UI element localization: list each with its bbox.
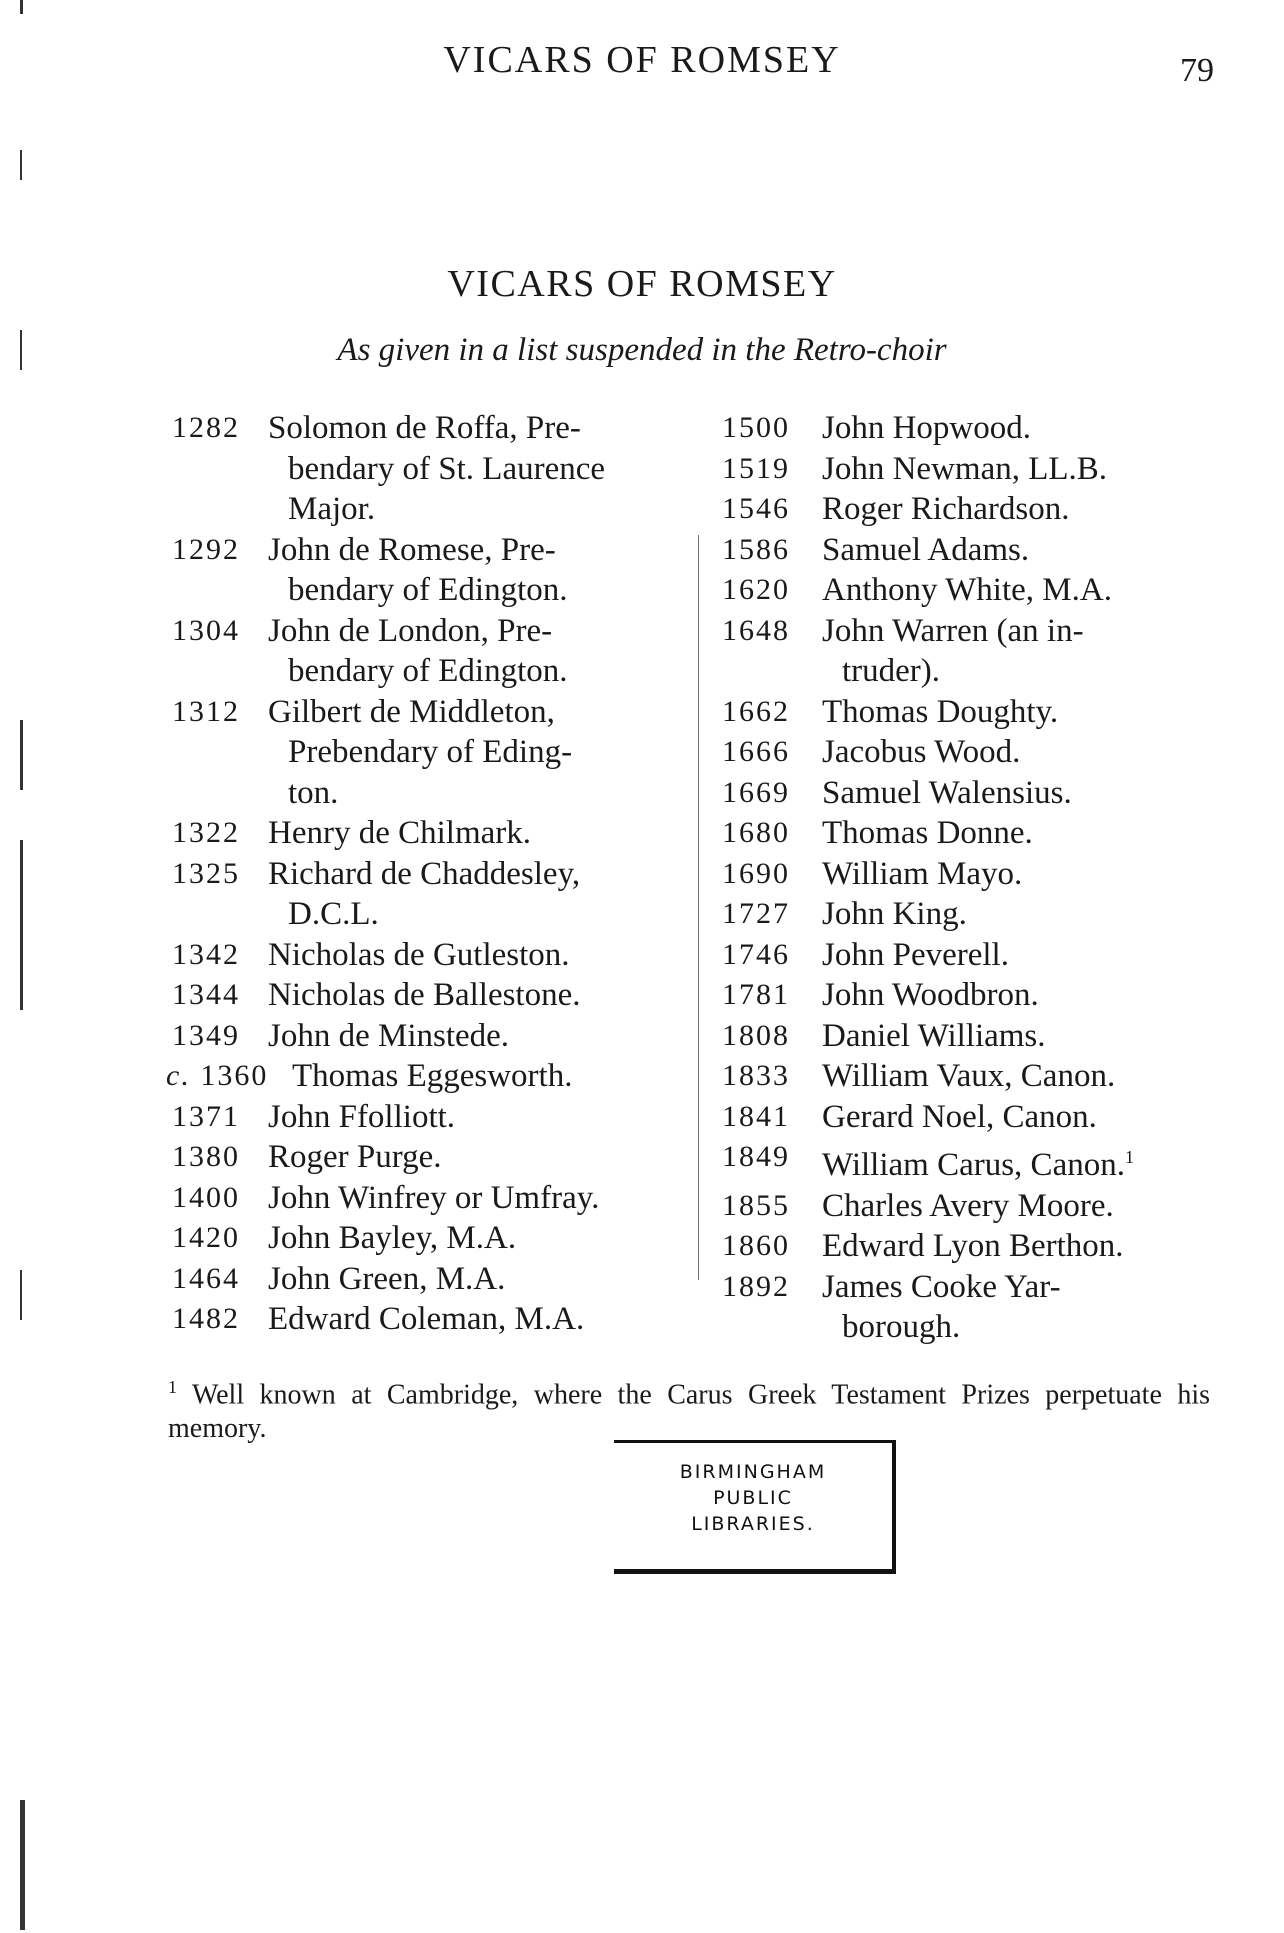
vicar-name-line: Major.	[288, 491, 376, 527]
page-number: 79	[1180, 52, 1214, 89]
vicar-name-line: Thomas Eggesworth.	[292, 1058, 573, 1094]
vicar-name	[822, 449, 1212, 490]
vicar-year	[722, 894, 822, 935]
vicar-name-line: Nicholas de Ballestone.	[268, 977, 581, 1013]
vicar-name-line: John Green, M.A.	[268, 1260, 506, 1297]
vicar-entry	[172, 1097, 678, 1138]
vicar-year	[172, 1016, 268, 1057]
vicar-entry	[172, 408, 678, 530]
vicar-name	[822, 813, 1212, 854]
vicar-name	[268, 611, 678, 692]
vicar-entry	[172, 1016, 678, 1057]
vicar-entry	[722, 935, 1212, 976]
vicar-name	[268, 935, 678, 976]
year-value: 1648	[722, 613, 790, 647]
vicar-name-line: Gilbert de Middleton,	[268, 693, 555, 730]
stamp-line-1: BIRMINGHAM	[679, 1461, 827, 1483]
vicar-year	[172, 408, 268, 530]
vicar-name-line: bendary of St. Laurence	[288, 450, 606, 487]
vicar-name-line: John de London, Pre-	[268, 612, 553, 649]
year-value: 1620	[722, 573, 790, 606]
vicar-name-line: borough.	[842, 1309, 961, 1345]
vicar-year	[166, 1056, 292, 1097]
year-value: 1360	[200, 1059, 269, 1092]
vicar-name	[268, 975, 678, 1016]
vicar-entry	[172, 530, 678, 611]
year-value: 1833	[722, 1059, 790, 1092]
vicar-year	[172, 1137, 268, 1178]
year-value: 1860	[722, 1229, 790, 1262]
vicar-entry	[722, 611, 1212, 692]
footnote-text: Well known at Cambridge, where the Carus Greek Testament Prizes perpetuate his memory.	[168, 1379, 1210, 1445]
vicar-name	[822, 1186, 1212, 1227]
year-value: 1304	[172, 613, 240, 647]
vicar-entry	[722, 692, 1212, 733]
vicar-year	[722, 975, 822, 1016]
vicar-year	[172, 975, 268, 1016]
vicar-name-line: Richard de Chaddesley,	[268, 855, 581, 892]
library-stamp	[614, 1440, 896, 1574]
stamp-line-2: PUBLIC	[713, 1487, 793, 1509]
vicar-year	[172, 813, 268, 854]
vicar-year	[722, 570, 822, 611]
vicar-name-line: bendary of Edington.	[288, 653, 568, 689]
vicar-name-wrap	[822, 1137, 1212, 1186]
year-value: 1727	[722, 897, 790, 930]
vicar-name-line: John King.	[822, 896, 967, 932]
year-value: 1322	[172, 816, 240, 849]
vicar-name	[268, 530, 678, 611]
section-subtitle: As given in a list suspended in the Retro-choir	[337, 332, 947, 368]
year-value: 1400	[172, 1180, 240, 1214]
vicar-year	[172, 1178, 268, 1219]
vicar-entry	[722, 975, 1212, 1016]
year-value: 1342	[172, 937, 240, 971]
vicar-year	[722, 1016, 822, 1057]
vicar-entry	[172, 854, 678, 935]
vicar-entry	[722, 1097, 1212, 1138]
vicar-name-line: John de Minstede.	[268, 1017, 510, 1054]
year-value: 1680	[722, 816, 790, 849]
vicar-name-line: John Peverell.	[822, 936, 1009, 973]
vicar-entry	[722, 1137, 1212, 1186]
vicar-entry	[722, 854, 1212, 895]
vicar-entry	[172, 1218, 678, 1259]
running-head: VICARS OF ROMSEY	[443, 39, 841, 81]
vicar-entry	[722, 732, 1212, 773]
vicar-name-line: Samuel Walensius.	[822, 774, 1072, 811]
vicar-name-line: Roger Richardson.	[822, 491, 1070, 527]
vicar-name	[268, 408, 678, 530]
vicar-entry	[722, 1186, 1212, 1227]
vicar-name-line: John de Romese, Pre-	[268, 531, 556, 568]
vicar-name-line: Gerard Noel, Canon.	[822, 1098, 1097, 1135]
vicar-year	[722, 1267, 822, 1348]
vicar-name-line: Henry de Chilmark.	[268, 815, 532, 851]
year-value: 1464	[172, 1261, 240, 1295]
vicar-year	[172, 854, 268, 935]
vicar-name-line: bendary of Edington.	[288, 572, 568, 608]
footnote-marker: 1	[168, 1377, 177, 1397]
vicar-name	[822, 611, 1212, 692]
vicar-name	[822, 1097, 1212, 1138]
vicar-name	[268, 1178, 678, 1219]
vicar-name-line: John Bayley, M.A.	[268, 1220, 517, 1256]
vicar-name-line: ton.	[288, 774, 339, 811]
vicar-year	[172, 1299, 268, 1340]
vicar-name	[822, 530, 1212, 571]
vicar-name-line: John Warren (an in-	[822, 612, 1084, 649]
vicar-name-line: Prebendary of Eding-	[288, 734, 573, 770]
year-value: 1349	[172, 1018, 240, 1052]
vicar-entry	[722, 449, 1212, 490]
vicar-entry	[172, 1178, 678, 1219]
vicar-name	[822, 773, 1212, 814]
vicar-entry	[722, 408, 1212, 449]
vicar-name	[268, 1259, 678, 1300]
vicar-name	[268, 1137, 678, 1178]
vicar-entry	[722, 1267, 1212, 1348]
vicar-name	[822, 732, 1212, 773]
vicar-entry	[722, 570, 1212, 611]
vicar-name-line: Samuel Adams.	[822, 531, 1030, 568]
vicar-name	[822, 975, 1212, 1016]
year-value: 1892	[722, 1269, 790, 1303]
year-value: 1312	[172, 694, 240, 728]
vicar-entry	[722, 813, 1212, 854]
year-prefix: c.	[166, 1059, 191, 1092]
vicar-name	[822, 1267, 1212, 1348]
left-column	[166, 408, 678, 1340]
vicar-name	[292, 1056, 678, 1097]
vicar-name-line: John Woodbron.	[822, 977, 1039, 1013]
vicar-name	[268, 692, 678, 814]
vicar-year	[722, 1137, 822, 1186]
year-value: 1292	[172, 532, 240, 566]
vicar-name	[822, 489, 1212, 530]
vicar-year	[172, 1097, 268, 1138]
year-value: 1500	[722, 411, 790, 444]
year-value: 1420	[172, 1221, 240, 1254]
year-value: 1325	[172, 856, 240, 890]
vicar-entry	[172, 975, 678, 1016]
right-column	[722, 408, 1212, 1348]
vicar-name-line: John Hopwood.	[822, 410, 1032, 446]
vicar-name	[822, 1137, 1212, 1186]
vicar-year	[722, 611, 822, 692]
vicar-name-line: Nicholas de Gutleston.	[268, 936, 570, 973]
vicar-name	[268, 813, 678, 854]
year-value: 1519	[722, 451, 790, 485]
vicar-name-line: Thomas Donne.	[822, 815, 1033, 851]
year-value: 1841	[722, 1099, 790, 1133]
vicar-year	[172, 611, 268, 692]
vicar-name-line: Anthony White, M.A.	[822, 572, 1112, 608]
year-value: 1855	[722, 1188, 790, 1222]
vicar-entry	[722, 773, 1212, 814]
vicar-entry	[172, 1137, 678, 1178]
vicar-year	[172, 1259, 268, 1300]
vicar-entry	[722, 530, 1212, 571]
vicar-year	[722, 773, 822, 814]
vicar-year	[722, 449, 822, 490]
year-value: 1849	[722, 1140, 790, 1173]
year-value: 1482	[172, 1302, 240, 1335]
vicar-year	[172, 1218, 268, 1259]
vicar-name	[268, 1218, 678, 1259]
column-divider	[698, 535, 699, 1280]
vicar-year	[172, 530, 268, 611]
vicar-name-line: John Winfrey or Umfray.	[268, 1179, 600, 1216]
footnote-reference: 1	[1124, 1147, 1134, 1167]
year-value: 1746	[722, 937, 790, 971]
year-value: 1586	[722, 532, 790, 566]
vicar-name-line: D.C.L.	[288, 896, 379, 932]
vicar-entry	[172, 1299, 678, 1340]
vicar-name-line: James Cooke Yar-	[822, 1268, 1061, 1305]
vicar-year	[722, 692, 822, 733]
vicar-name	[268, 1097, 678, 1138]
vicar-name	[822, 692, 1212, 733]
year-value: 1546	[722, 492, 790, 525]
vicar-year	[722, 489, 822, 530]
year-value: 1808	[722, 1018, 790, 1052]
vicar-name-line: Thomas Doughty.	[822, 693, 1059, 730]
vicar-name-line: Edward Lyon Berthon.	[822, 1228, 1124, 1264]
year-value: 1690	[722, 856, 790, 890]
vicar-year	[722, 854, 822, 895]
vicar-name	[268, 854, 678, 935]
vicar-entry	[722, 894, 1212, 935]
vicar-name	[268, 1016, 678, 1057]
year-value: 1282	[172, 411, 240, 444]
vicar-name	[822, 854, 1212, 895]
vicar-entry	[172, 813, 678, 854]
vicar-entry	[722, 1016, 1212, 1057]
vicar-year	[722, 935, 822, 976]
vicar-name	[822, 1056, 1212, 1097]
vicar-year	[722, 813, 822, 854]
vicar-name-line: John Ffolliott.	[268, 1098, 456, 1135]
stamp-line-3: LIBRARIES.	[691, 1513, 815, 1535]
vicar-year	[722, 732, 822, 773]
vicar-name	[822, 935, 1212, 976]
vicar-name	[822, 408, 1212, 449]
vicar-name	[268, 1299, 678, 1340]
vicar-entry	[722, 489, 1212, 530]
vicar-year	[722, 1097, 822, 1138]
vicar-name-line: Charles Avery Moore.	[822, 1187, 1114, 1224]
vicar-year	[172, 692, 268, 814]
vicar-name	[822, 1226, 1212, 1267]
vicar-name-line: William Mayo.	[822, 855, 1023, 892]
vicar-year	[722, 1226, 822, 1267]
year-value: 1666	[722, 735, 790, 768]
vicar-entry	[172, 1259, 678, 1300]
vicar-year	[172, 935, 268, 976]
vicar-year	[722, 1186, 822, 1227]
vicar-name-line: Roger Purge.	[268, 1139, 442, 1175]
vicar-name-line: Solomon de Roffa, Pre-	[268, 410, 581, 446]
year-value: 1371	[172, 1099, 240, 1133]
vicar-name-line: John Newman, LL.B.	[822, 450, 1108, 487]
vicar-name-line: William Vaux, Canon.	[822, 1058, 1116, 1094]
vicar-entry	[172, 692, 678, 814]
vicar-year	[722, 530, 822, 571]
year-value: 1344	[172, 978, 240, 1011]
vicar-entry	[172, 935, 678, 976]
vicar-entry	[166, 1056, 678, 1097]
vicar-name	[822, 1016, 1212, 1057]
year-value: 1662	[722, 694, 790, 728]
year-value: 1781	[722, 978, 790, 1011]
year-value: 1380	[172, 1140, 240, 1173]
vicar-entry	[722, 1056, 1212, 1097]
vicar-entry	[722, 1226, 1212, 1267]
vicar-entry	[172, 611, 678, 692]
vicar-name-line: truder).	[842, 653, 941, 689]
vicar-name-line: Daniel Williams.	[822, 1017, 1046, 1054]
year-value: 1669	[722, 775, 790, 809]
vicar-name	[822, 894, 1212, 935]
footnote	[168, 1370, 1210, 1446]
vicar-name-line: Edward Coleman, M.A.	[268, 1301, 585, 1337]
vicar-name-line: Jacobus Wood.	[822, 734, 1021, 770]
section-title: VICARS OF ROMSEY	[447, 263, 837, 305]
vicar-year	[722, 1056, 822, 1097]
vicar-year	[722, 408, 822, 449]
vicar-name	[822, 570, 1212, 611]
vicar-name-line: William Carus, Canon.	[822, 1147, 1125, 1183]
